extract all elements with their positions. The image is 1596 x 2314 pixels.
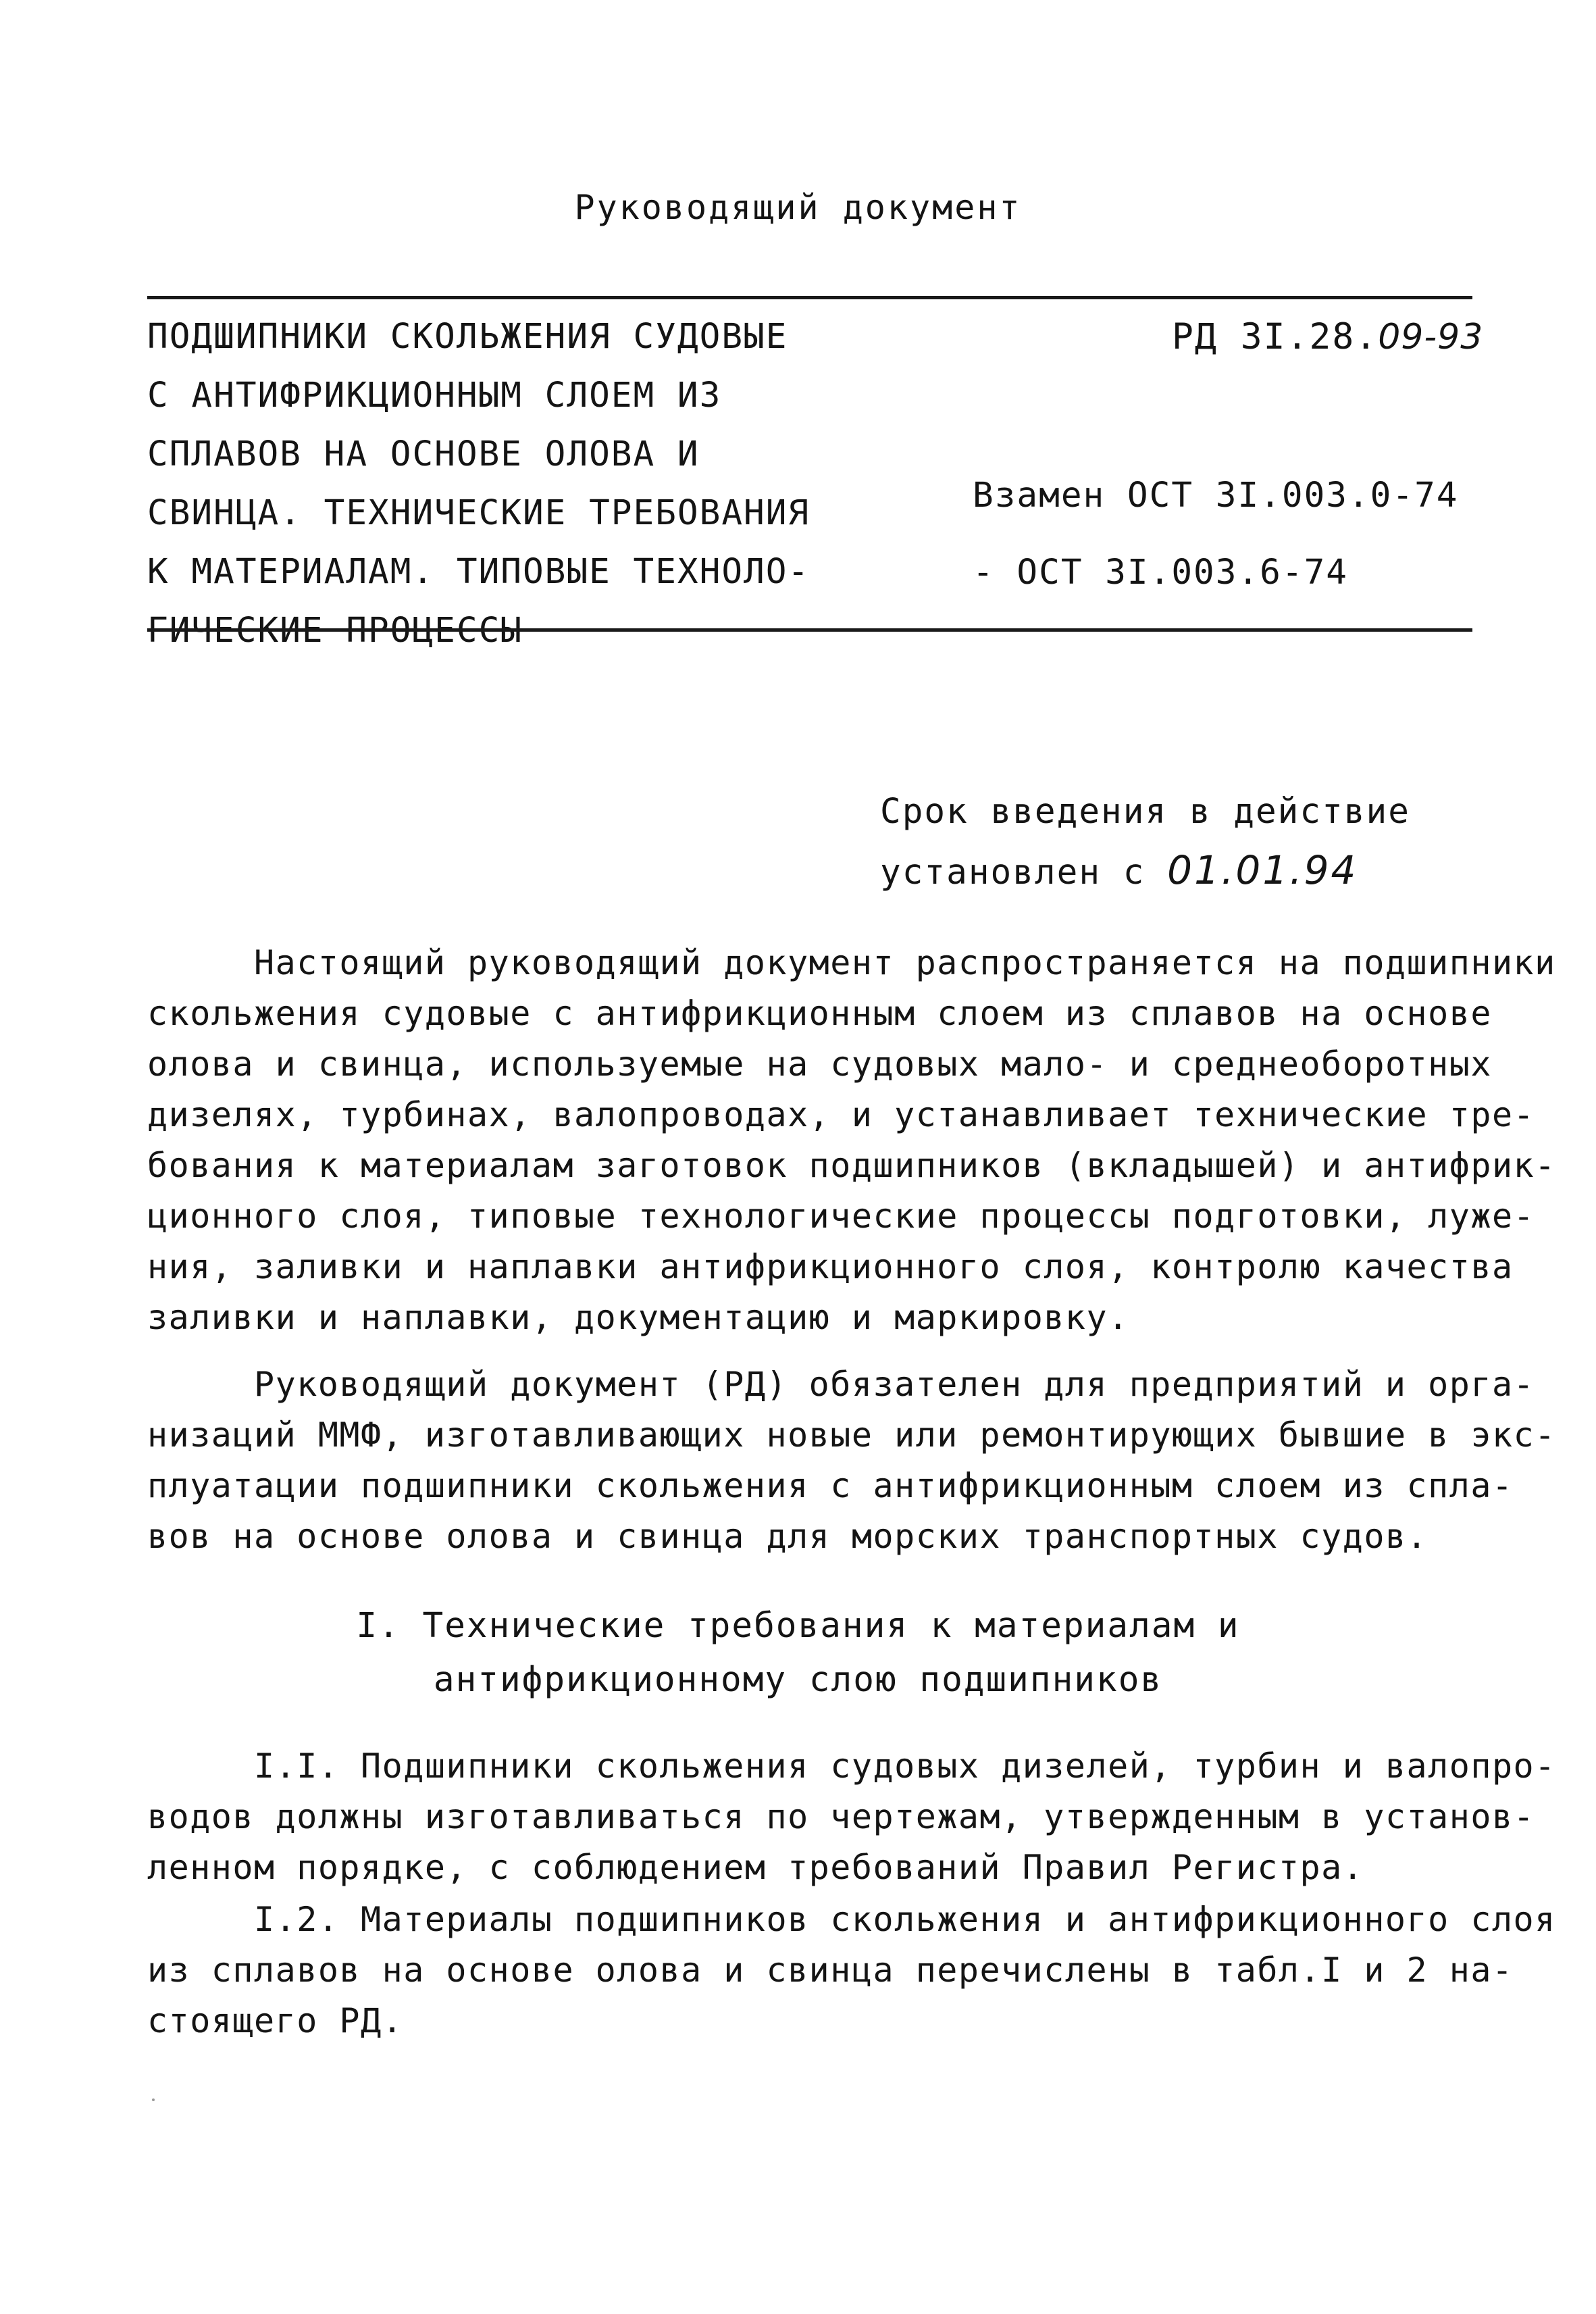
- document-title: [147, 307, 823, 660]
- title-line: ГИЧЕСКИЕ ПРОЦЕССЫ: [147, 611, 523, 651]
- effective-line: [880, 841, 1410, 902]
- section-heading-line: I. Технические требования к материалам и: [356, 1606, 1240, 1646]
- title-line: СВИНЦА. ТЕХНИЧЕСКИЕ ТРЕБОВАНИЯ: [147, 493, 810, 533]
- document-code: [1172, 307, 1483, 367]
- clause-1-2: [147, 1894, 1556, 2046]
- text-line: ния, заливки и наплавки антифрикционного слоя, контролю качества: [147, 1247, 1514, 1286]
- text-line: низаций ММФ, изготавливающих новые или ремонтирующих бывшие в экс-: [147, 1415, 1556, 1455]
- paragraph-applicability: [147, 1359, 1556, 1562]
- text-line: олова и свинца, используемые на судовых мало- и среднеоборотных: [147, 1045, 1492, 1084]
- text-line: стоящего РД.: [147, 2001, 404, 2040]
- text-line: Настоящий руководящий документ распространяется на подшипники: [254, 943, 1556, 982]
- document-code-handwritten: 09-93: [1378, 317, 1484, 357]
- effective-date-handwritten: 01.01.94: [1167, 847, 1358, 893]
- text-line: дизелях, турбинах, валопроводах, и устанавливает технические тре-: [147, 1095, 1535, 1134]
- text-line: Руководящий документ (РД) обязателен для предприятий и орга-: [254, 1365, 1535, 1404]
- document-type-heading: Руководящий документ: [574, 188, 1022, 227]
- text-line: ленном порядке, с соблюдением требований Правил Регистра.: [147, 1848, 1364, 1887]
- replaces-line: - ОСТ 3I.003.6-74: [973, 553, 1348, 593]
- effective-line: Срок введения в действие: [880, 792, 1410, 832]
- title-line: СПЛАВОВ НА ОСНОВЕ ОЛОВА И: [147, 434, 700, 474]
- text-line: I.2. Материалы подшипников скольжения и антифрикционного слоя: [254, 1900, 1556, 1939]
- paragraph-scope: [147, 938, 1556, 1343]
- clause-1-1: [147, 1741, 1556, 1893]
- title-line: С АНТИФРИКЦИОННЫМ СЛОЕМ ИЗ: [147, 376, 722, 416]
- text-line: I.I. Подшипники скольжения судовых дизелей, турбин и валопро-: [254, 1746, 1556, 1786]
- replaces-standards: [973, 457, 1459, 611]
- text-line: заливки и наплавки, документацию и маркировку.: [147, 1298, 1129, 1337]
- text-line: бования к материалам заготовок подшипников (вкладышей) и антифрик-: [147, 1146, 1556, 1185]
- text-line: из сплавов на основе олова и свинца перечислены в табл.I и 2 на-: [147, 1951, 1514, 1990]
- text-line: ционного слоя, типовые технологические процессы подготовки, луже-: [147, 1197, 1535, 1236]
- text-line: скольжения судовые с антифрикционным слоем из сплавов на основе: [147, 994, 1492, 1033]
- bottom-rule: [147, 628, 1472, 632]
- document-code-prefix: РД 3I.28.: [1172, 316, 1379, 357]
- title-line: ПОДШИПНИКИ СКОЛЬЖЕНИЯ СУДОВЫЕ: [147, 317, 788, 357]
- title-line: К МАТЕРИАЛАМ. ТИПОВЫЕ ТЕХНОЛО-: [147, 552, 810, 592]
- text-line: водов должны изготавливаться по чертежам, утвержденным в установ-: [147, 1797, 1535, 1836]
- section-heading: [0, 1599, 1596, 1707]
- top-rule: [147, 296, 1472, 299]
- text-line: вов на основе олова и свинца для морских транспортных судов.: [147, 1517, 1428, 1556]
- replaces-line: Взамен ОСТ 3I.003.0-74: [973, 476, 1459, 515]
- effective-prefix: установлен с: [880, 853, 1168, 892]
- effective-date-block: [880, 782, 1410, 902]
- scan-speck: [152, 2098, 155, 2101]
- text-line: плуатации подшипники скольжения с антифрикционным слоем из спла-: [147, 1466, 1514, 1505]
- section-heading-line: антифрикционному слою подшипников: [433, 1660, 1163, 1700]
